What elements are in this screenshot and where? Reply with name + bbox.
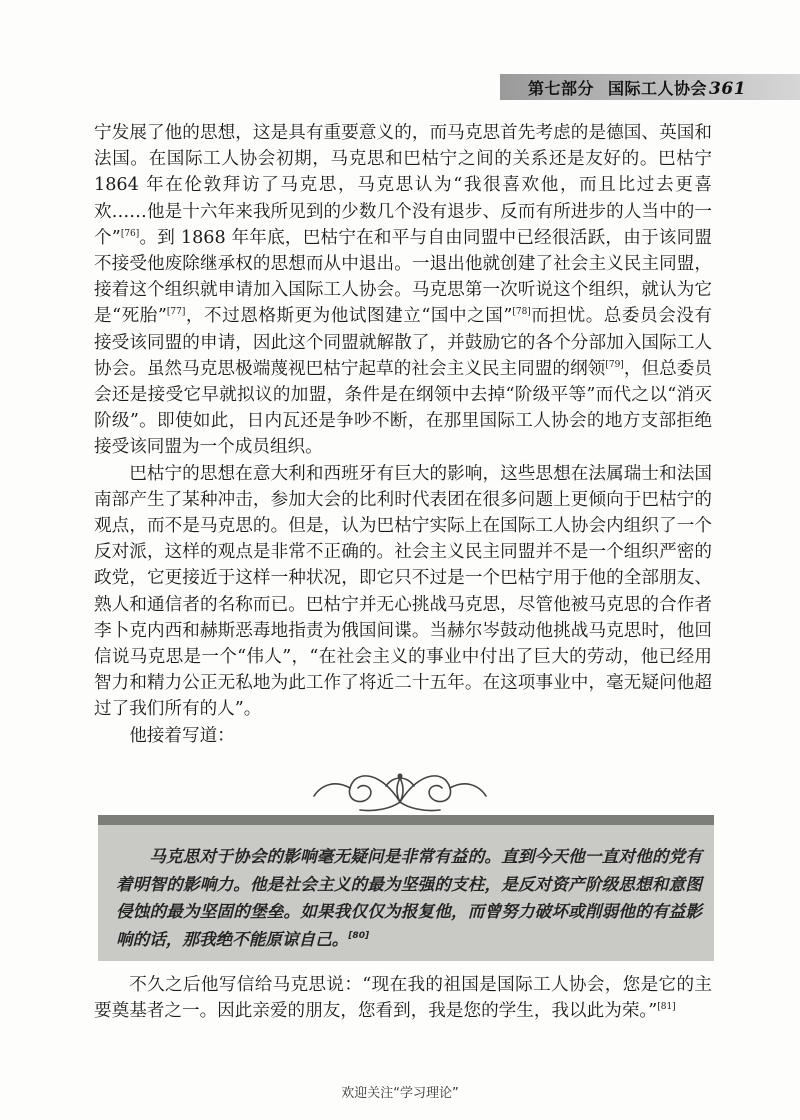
page-number: 361 xyxy=(709,78,747,99)
header-chapter: 国际工人协会 xyxy=(608,78,708,98)
footnote-ref-76: [76] xyxy=(120,228,140,239)
block-quote xyxy=(98,815,714,961)
paragraph-2: 巴枯宁的思想在意大利和西班牙有巨大的影响，这些思想在法属瑞士和法国南部产生了某种冲击，参加大会的比利时代表团在很多问题上更倾向于巴枯宁的观点，而不是马克思的。但是，认为巴枯宁实际上在国际工人协会内组织了一个反对派，这样的观点是非常不正确的。社会主义民主同盟并不是一个组织严密的政党，它更接近于这样一种状况，即它只不过是一个巴枯宁用于他的全部朋友、熟人和通信者的名称而已。巴枯宁并无心挑战马克思，尽管他被马克思的合作者李卜克内西和赫斯恶毒地指责为俄国间谍。当赫尔岑鼓动他挑战马克思时，他回信说马克思是一个“伟人”，“在社会主义的事业中付出了巨大的劳动，他已经用智力和精力公正无私地为此工作了将近二十五年。在这项事业中，毫无疑问他超过了我们所有的人”。 xyxy=(94,463,712,720)
flourish-ornament-icon xyxy=(300,762,500,818)
quote-text: 马克思对于协会的影响毫无疑问是非常有益的。直到今天他一直对他的党有着明智的影响力。他是社会主义的最为坚强的支柱，是反对资产阶级思想和意图侵蚀的最为坚固的堡垒。如果我仅仅为报复他，而曾努力破坏或削弱他的有益影响的话，那我绝不能原谅自己。[80] xyxy=(116,847,702,949)
footnote-ref-78: [78] xyxy=(512,307,531,318)
footnote-ref-81: [81] xyxy=(657,1002,676,1013)
header-text xyxy=(528,76,746,99)
closing-paragraph xyxy=(94,972,712,1024)
running-header xyxy=(500,74,800,100)
paragraph-3: 他接着写道： xyxy=(129,725,235,746)
footnote-ref-80: [80] xyxy=(348,930,370,941)
header-part: 第七部分 xyxy=(528,78,595,98)
footnote-ref-77: [77] xyxy=(166,307,186,318)
page-footer: 欢迎关注“学习理论” xyxy=(341,1086,459,1101)
body-text xyxy=(94,120,712,749)
footnote-ref-79: [79] xyxy=(605,359,624,370)
paragraph-1: 宁发展了他的思想，这是具有重要意义的，而马克思首先考虑的是德国、英国和法国。在国际工人协会初期，马克思和巴枯宁之间的关系还是友好的。巴枯宁 1864 年在伦敦拜访了马克思，马克思认为“我很喜欢他，而且比过去更喜欢……他是十六年来我所见到的少数几个没有退步、反而有所进步的人当中的一个”[76]。到 1868 年年底，巴枯宁在和平与自由同盟中已经很活跃，由于该同盟不接受他废除继承权的思想而从中退出。一退出他就创建了社会主义民主同盟，接着这个组织就申请加入国际工人协会。马克思第一次听说这个组织，就认为它是“死胎”[77]，不过恩格斯更为他试图建立“国中之国”[78]而担忧。总委员会没有接受该同盟的申请，因此这个同盟就解散了，并鼓励它的各个分部加入国际工人协会。虽然马克思极端蔑视巴枯宁起草的社会主义民主同盟的纲领[79]，但总委员会还是接受它早就拟议的加盟，条件是在纲领中去掉“阶级平等”而代之以“消灭阶级”。即使如此，日内瓦还是争吵不断，在那里国际工人协会的地方支部拒绝接受该同盟为一个成员组织。 xyxy=(94,123,713,458)
paragraph-4: 不久之后他写信给马克思说：“现在我的祖国是国际工人协会，您是它的主要奠基者之一。因此亲爱的朋友，您看到，我是您的学生，我以此为荣。”[81] xyxy=(94,975,712,1022)
ornament-dot xyxy=(398,774,403,779)
